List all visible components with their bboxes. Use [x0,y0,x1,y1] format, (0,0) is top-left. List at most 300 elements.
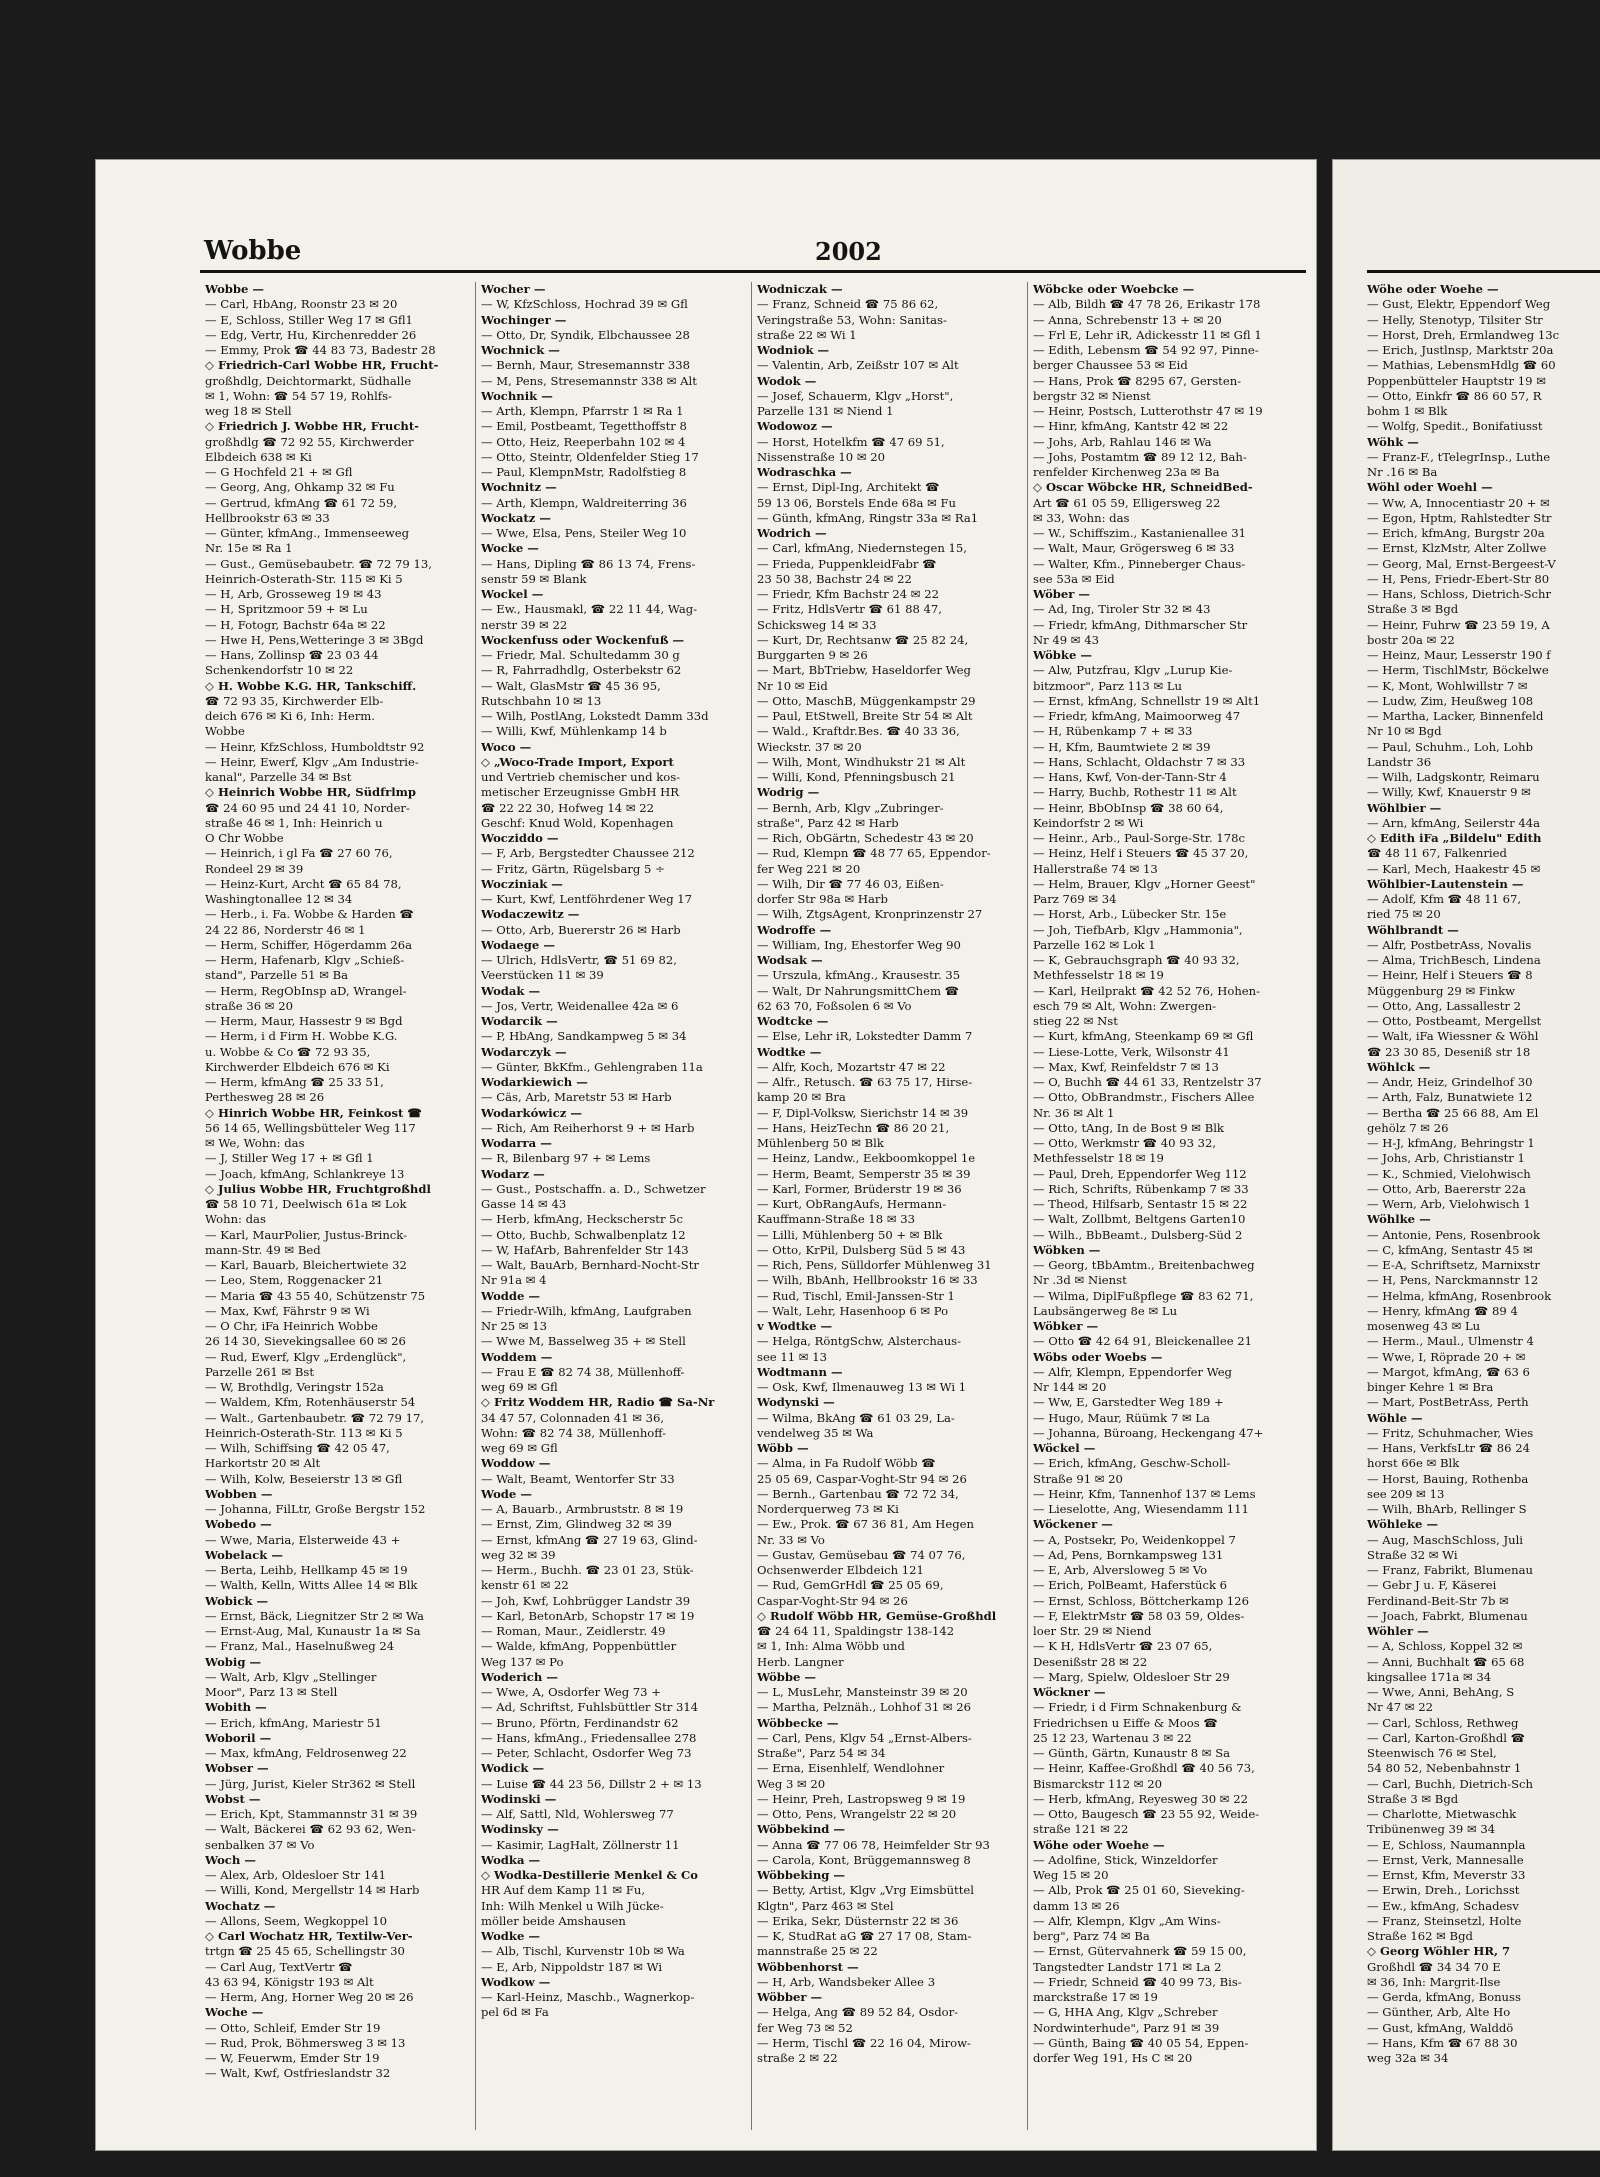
surname-heading: Wöhk — [1367,434,1419,449]
directory-entry: Kirchwerder Elbdeich 676 ✉ Ki [205,1059,390,1074]
directory-entry: ☎ 24 60 95 und 24 41 10, Norder- [205,800,410,815]
directory-entry: Nr. 15e ✉ Ra 1 [205,541,293,556]
directory-entry: Wohn: ☎ 82 74 38, Müllenhoff- [481,1425,667,1440]
directory-entry: Geschf: Knud Wold, Kopenhagen [481,815,674,830]
directory-entry: — Georg, Ang, Ohkamp 32 ✉ Fu [205,480,395,495]
directory-entry: Gasse 14 ✉ 43 [481,1197,567,1211]
directory-entry: Friedrichsen u Eiffe & Moos ☎ [1033,1715,1218,1730]
directory-entry: — K, Gebrauchsgraph ☎ 40 93 32, [1033,953,1240,967]
directory-entry: ◇ Heinrich Wobbe HR, Südfrlmp [205,785,417,800]
directory-entry: 23 50 38, Bachstr 24 ✉ 22 [757,571,912,586]
surname-heading: Woddow — [481,1456,551,1471]
directory-entry: Elbdeich 638 ✉ Ki [205,449,312,464]
directory-entry: — Karl-Heinz, Maschb., Wagnerkop- [481,1990,695,2004]
directory-entry: — Bernh., Gartenbau ☎ 72 72 34, [757,1486,959,1501]
directory-entry: — Jos, Vertr, Weidenallee 42a ✉ 6 [481,998,679,1013]
directory-entry: — Antonie, Pens, Rosenbrook [1367,1227,1541,1242]
directory-entry: — Johanna, Büroang, Heckengang 47+ [1033,1425,1264,1440]
directory-entry: — Paul, Schuhm., Loh, Lohb [1367,739,1533,754]
directory-entry: — K., Schmied, Vielohwisch [1367,1166,1531,1181]
directory-entry: — Ww, E, Garstedter Weg 189 + [1033,1395,1224,1410]
directory-entry: — Erich, Justlnsp, Marktstr 20a [1367,343,1554,357]
directory-entry: Weg 3 ✉ 20 [757,1776,826,1791]
directory-entry: bitzmoor", Parz 113 ✉ Lu [1033,678,1183,693]
directory-entry: — Arth, Falz, Bunatwiete 12 [1367,1090,1533,1105]
directory-entry: — Rich, Pens, Sülldorfer Mühlenweg 31 [757,1258,992,1272]
directory-entry: Keindorfstr 2 ✉ Wi [1033,815,1144,830]
directory-entry: — A, Schloss, Koppel 32 ✉ [1367,1639,1523,1654]
directory-entry: — Ernst, kfmAng ☎ 27 19 63, Glind- [481,1532,698,1547]
directory-entry: — Herm, kfmAng ☎ 25 33 51, [205,1075,384,1089]
directory-entry: — Erich, Kpt, Stammannstr 31 ✉ 39 [205,1807,418,1821]
directory-entry: fer Weg 221 ✉ 20 [757,861,861,876]
directory-entry: Heinrich-Osterath-Str. 113 ✉ Ki 5 [205,1425,403,1440]
directory-entry: Steenwisch 76 ✉ Stel, [1367,1746,1497,1760]
directory-entry: — Friedr-Wilh, kfmAng, Laufgraben [481,1303,692,1318]
column-2 [476,282,752,2130]
directory-entry: — Egon, Hptm, Rahlstedter Str [1367,510,1552,525]
directory-entry: kingsallee 171a ✉ 34 [1367,1669,1492,1684]
directory-entry: 25 05 69, Caspar-Voght-Str 94 ✉ 26 [757,1471,967,1486]
directory-entry: Washingtonallee 12 ✉ 34 [205,892,353,906]
directory-entry: — Henry, kfmAng ☎ 89 4 [1367,1303,1518,1318]
directory-entry: — Berta, Leihb, Hellkamp 45 ✉ 19 [205,1563,408,1577]
directory-entry: kamp 20 ✉ Bra [757,1090,846,1105]
directory-entry: Schicksweg 14 ✉ 33 [757,617,877,632]
directory-entry: — Gust, kfmAng, Walddö [1367,2020,1514,2035]
directory-entry: ◇ H. Wobbe K.G. HR, Tankschiff. [205,678,417,693]
directory-entry: — Helga, RöntgSchw, Alsterchaus- [757,1334,962,1349]
directory-entry: vendelweg 35 ✉ Wa [757,1425,874,1440]
directory-entry: — Otto, Einkfr ☎ 86 60 57, R [1367,388,1542,403]
directory-entry: Parzelle 131 ✉ Niend 1 [757,404,894,418]
surname-heading: Woboril — [205,1730,272,1745]
directory-entry: — A, Postsekr, Po, Weidenkoppel 7 [1033,1532,1236,1547]
directory-entry: — Alfr., Retusch. ☎ 63 75 17, Hirse- [757,1075,973,1089]
directory-entry: — Herm., Maul., Ulmenstr 4 [1367,1334,1534,1349]
surname-heading: Wodok — [757,373,817,388]
directory-entry: — Heinr., Arb., Paul-Sorge-Str. 178c [1033,831,1245,845]
surname-heading: Wöhe oder Woehe — [1033,1837,1165,1852]
facing-column [1367,282,1600,2066]
surname-heading: Wochatz — [205,1898,276,1913]
directory-entry: — Gust, Elektr, Eppendorf Weg [1367,297,1551,312]
directory-entry: — Kasimir, LagHalt, Zöllnerstr 11 [481,1837,680,1852]
directory-entry: 25 12 23, Wartenau 3 ✉ 22 [1033,1730,1192,1745]
directory-entry: Nordwinterhude", Parz 91 ✉ 39 [1033,2020,1220,2035]
directory-entry: — Rud, GemGrHdl ☎ 25 05 69, [757,1578,944,1593]
directory-entry: senbalken 37 ✉ Vo [205,1837,315,1852]
surname-heading: Wobben — [205,1486,273,1501]
directory-entry: — Willi, Kond, Pfenningsbusch 21 [757,770,956,784]
directory-entry: — Bernh, Arb, Klgv „Zubringer- [757,800,944,815]
directory-entry: straße 46 ✉ 1, Inh: Heinrich u [205,815,383,830]
directory-entry: — H, Fotogr, Bachstr 64a ✉ 22 [205,617,386,632]
directory-entry: — Walt, BauArb, Bernhard-Nocht-Str [481,1258,699,1272]
surname-heading: Wobedo — [205,1517,272,1532]
directory-entry: — Otto, Heiz, Reeperbahn 102 ✉ 4 [481,434,686,449]
directory-entry: — Joh, TiefbArb, Klgv „Hammonia", [1033,922,1243,937]
directory-entry: Inh: Wilh Menkel u Wilh Jücke- [481,1898,664,1913]
directory-entry: loer Str. 29 ✉ Niend [1033,1624,1152,1638]
directory-entry: — Heinr, Postsch, Lutterothstr 47 ✉ 19 [1033,404,1263,418]
directory-entry: — Gust., Postschaffn. a. D., Schwetzer [481,1181,706,1196]
directory-entry: — Ew., Prok. ☎ 67 36 81, Am Hegen [757,1517,974,1532]
directory-columns [200,282,1306,2130]
directory-entry: Wohn: das [205,1212,266,1227]
directory-entry: — Hans, Dipling ☎ 86 13 74, Frens- [481,556,696,571]
directory-entry: — Hans, HeizTechn ☎ 86 20 21, [757,1120,950,1135]
directory-entry: — Ew., Hausmakl, ☎ 22 11 44, Wag- [481,602,698,617]
surname-heading: Wöhleke — [1367,1517,1439,1532]
directory-entry: straße 2 ✉ 22 [757,2051,838,2065]
directory-entry: stand", Parzelle 51 ✉ Ba [205,968,349,983]
surname-heading: Wodaege — [481,937,555,952]
surname-heading: Wocher — [481,282,546,296]
directory-entry: marckstraße 17 ✉ 19 [1033,1990,1158,2004]
directory-entry: — Otto, Dr, Syndik, Elbchaussee 28 [481,327,690,342]
surname-heading: Wodde — [481,1288,541,1303]
surname-heading: Wodak — [481,983,541,998]
directory-entry: — Else, Lehr iR, Lokstedter Damm 7 [757,1029,973,1044]
directory-entry: — Alfr, Koch, Mozartstr 47 ✉ 22 [757,1059,946,1074]
directory-entry: — E, Arb, Nippoldstr 187 ✉ Wi [481,1959,663,1974]
directory-entry: Perthesweg 28 ✉ 26 [205,1090,325,1105]
directory-entry: — Hans, Prok ☎ 8295 67, Gersten- [1033,373,1242,388]
directory-entry: — Joach, Fabrkt, Blumenau [1367,1608,1528,1623]
directory-entry: — Frl E, Lehr iR, Adickesstr 11 ✉ Gfl 1 [1033,327,1262,342]
surname-heading: Wockel — [481,587,544,601]
surname-heading: Wodniczak — [757,282,843,296]
directory-entry: — Ernst, Verk, Mannesalle [1367,1852,1524,1867]
directory-entry: — Wilma, DiplFußpflege ☎ 83 62 71, [1033,1288,1254,1303]
directory-entry: — Waldem, Kfm, Rotenhäuserstr 54 [205,1395,416,1410]
directory-entry: — Gertrud, kfmAng ☎ 61 72 59, [205,495,398,510]
surname-heading: Wode — [481,1486,532,1501]
directory-entry: Rondeel 29 ✉ 39 [205,861,304,876]
directory-entry: Nr 10 ✉ Bgd [1367,724,1442,739]
directory-entry: — Ad, Pens, Bornkampsweg 131 [1033,1547,1224,1562]
directory-entry: Rutschbahn 10 ✉ 13 [481,693,602,708]
directory-entry: berger Chaussee 53 ✉ Eid [1033,358,1188,373]
directory-entry: Methfesselstr 18 ✉ 19 [1033,968,1164,983]
directory-entry: — Max, Kwf, Reinfeldstr 7 ✉ 13 [1033,1059,1219,1074]
surname-heading: Wöbker — [1033,1319,1099,1333]
directory-entry: — Herm, i d Firm H. Wobbe K.G. [205,1029,398,1044]
directory-entry: — E, Schloss, Naumannpla [1367,1837,1526,1852]
directory-entry: — Heinr, Kfm, Tannenhof 137 ✉ Lems [1033,1486,1256,1501]
directory-entry: — Carl, Buchh, Dietrich-Sch [1367,1776,1534,1791]
surname-heading: Wöbb — [757,1441,809,1455]
directory-entry: ◇ Friedrich-Carl Wobbe HR, Frucht- [205,358,439,373]
directory-entry: ◇ Wodka-Destillerie Menkel & Co [481,1868,699,1882]
directory-entry: — Alf, Sattl, Nld, Wohlersweg 77 [481,1807,674,1821]
directory-entry: — Otto, Steintr, Oldenfelder Stieg 17 [481,449,699,464]
directory-entry: ☎ 24 64 11, Spaldingstr 138-142 [757,1624,955,1638]
directory-entry: 54 80 52, Nebenbahnstr 1 [1367,1761,1522,1776]
directory-entry: — Rich, Am Reiherhorst 9 + ✉ Harb [481,1120,695,1135]
directory-entry: — Fritz, HdlsVertr ☎ 61 88 47, [757,602,942,617]
directory-entry: — Andr, Heiz, Grindelhof 30 [1367,1075,1533,1089]
directory-entry: — Herm, Tischl ☎ 22 16 04, Mirow- [757,2035,971,2050]
surname-heading: Woch — [205,1852,256,1867]
surname-heading: Wöbbekind — [757,1822,845,1837]
directory-entry: — Maria ☎ 43 55 40, Schützenstr 75 [205,1288,426,1303]
directory-entry: — Hans, Kwf, Von-der-Tann-Str 4 [1033,770,1227,784]
directory-entry: Veringstraße 53, Wohn: Sanitas- [757,312,947,327]
directory-entry: — Günter, BkKfm., Gehlengraben 11a [481,1059,703,1074]
directory-entry: 24 22 86, Norderstr 46 ✉ 1 [205,922,366,937]
surname-heading: Woderich — [481,1669,558,1684]
directory-entry: — Margot, kfmAng, ☎ 63 6 [1367,1364,1530,1379]
surname-heading: Wodniok — [757,343,830,357]
directory-entry: — Johs, Arb, Rahlau 146 ✉ Wa [1033,434,1212,449]
directory-entry: gehölz 7 ✉ 26 [1367,1120,1449,1135]
directory-entry: — H, Pens, Narckmannstr 12 [1367,1273,1539,1288]
directory-entry: — M, Pens, Stresemannstr 338 ✉ Alt [481,373,697,388]
directory-entry: — Wwe, Maria, Elsterweide 43 + [205,1532,401,1547]
directory-entry: mann-Str. 49 ✉ Bed [205,1242,321,1257]
directory-entry: fer Weg 73 ✉ 52 [757,2020,853,2035]
directory-entry: — E, Arb, Alversloweg 5 ✉ Vo [1033,1563,1208,1577]
directory-entry: — Franz, Mal., Haselnußweg 24 [205,1639,395,1654]
surname-heading: Wodowoz — [757,419,833,434]
directory-entry: Straße 162 ✉ Bgd [1367,1929,1473,1943]
directory-entry: — Ernst, kfmAng, Schnellstr 19 ✉ Alt1 [1033,693,1261,708]
directory-entry: — Walt., Gartenbaubetr. ☎ 72 79 17, [205,1410,425,1425]
directory-entry: — Wilh, Schiffsing ☎ 42 05 47, [205,1441,390,1455]
directory-entry: — Alb, Bildh ☎ 47 78 26, Erikastr 178 [1033,297,1261,312]
directory-entry: — Arn, kfmAng, Seilerstr 44a [1367,815,1541,830]
directory-entry: — Marg, Spielw, Oldesloer Str 29 [1033,1669,1230,1684]
directory-entry: straße 121 ✉ 22 [1033,1822,1129,1837]
directory-entry: — Otto, Schleif, Emder Str 19 [205,2020,381,2035]
directory-entry: — Arth, Klempn, Pfarrstr 1 ✉ Ra 1 [481,404,684,418]
directory-entry: Nr 10 ✉ Eid [757,678,828,693]
directory-entry: — Carl, Pens, Klgv 54 „Ernst-Albers- [757,1730,972,1745]
directory-entry: — Ew., kfmAng, Schadesv [1367,1898,1519,1913]
directory-entry: — Herm, Maur, Hassestr 9 ✉ Bgd [205,1014,403,1028]
directory-entry: — Alfr, PostbetrAss, Novalis [1367,937,1532,952]
directory-entry: damm 13 ✉ 26 [1033,1898,1120,1913]
directory-entry: — Alb, Tischl, Kurvenstr 10b ✉ Wa [481,1944,685,1959]
directory-entry: — Wilma, BkAng ☎ 61 03 29, La- [757,1410,955,1425]
directory-entry: — Paul, KlempnMstr, Radolfstieg 8 [481,465,687,479]
directory-entry: — Theod, Hilfsarb, Sentastr 15 ✉ 22 [1033,1197,1248,1211]
surname-heading: Wöbken — [1033,1242,1101,1257]
directory-entry: — Walt, Lehr, Hasenhoop 6 ✉ Po [757,1303,949,1318]
directory-entry: Nr 91a ✉ 4 [481,1273,547,1288]
directory-entry: — Ad, Ing, Tiroler Str 32 ✉ 43 [1033,602,1211,617]
directory-entry: — Anna, Schrebenstr 13 + ✉ 20 [1033,312,1222,327]
directory-entry: — Günth, Gärtn, Kunaustr 8 ✉ Sa [1033,1746,1231,1760]
directory-entry: — Edith, Lebensm ☎ 54 92 97, Pinne- [1033,343,1259,357]
surname-heading: Wockenfuss oder Wockenfuß — [481,632,685,647]
directory-entry: Weg 137 ✉ Po [481,1654,564,1669]
directory-entry: — Hans, Schlacht, Oldachstr 7 ✉ 33 [1033,754,1246,769]
directory-entry: — E, Schloss, Stiller Weg 17 ✉ Gfl1 [205,312,413,327]
directory-entry: — Emmy, Prok ☎ 44 83 73, Badestr 28 [205,343,436,357]
directory-entry: — Hugo, Maur, Rüümk 7 ✉ La [1033,1410,1210,1425]
directory-entry: — Lieselotte, Ang, Wiesendamm 111 [1033,1502,1249,1516]
directory-entry: — H-J, kfmAng, Behringstr 1 [1367,1136,1535,1150]
directory-entry: mannstraße 25 ✉ 22 [757,1944,878,1959]
surname-heading: Wöhlke — [1367,1212,1431,1227]
directory-entry: — Erich, kfmAng, Mariestr 51 [205,1715,382,1730]
directory-entry: — Wwe, A, Osdorfer Weg 73 + [481,1685,661,1699]
surname-heading: Wöhlck — [1367,1059,1431,1074]
surname-heading: Wodinski — [481,1791,557,1806]
directory-entry: — Helga, Ang ☎ 89 52 84, Osdor- [757,2005,959,2020]
directory-entry: weg 32 ✉ 39 [481,1547,556,1562]
surname-heading: Wodick — [481,1761,545,1776]
directory-entry: — Herm, TischlMstr, Böckelwe [1367,663,1549,678]
directory-entry: — Heinz-Kurt, Archt ☎ 65 84 78, [205,876,402,891]
directory-entry: — Luise ☎ 44 23 56, Dillstr 2 + ✉ 13 [481,1776,702,1791]
directory-entry: — Mart, PostBetrAss, Perth [1367,1395,1529,1410]
directory-entry: — Heinr, Ewerf, Klgv „Am Industrie- [205,754,419,769]
surname-heading: Wobig — [205,1654,262,1669]
directory-entry: — Rich, ObGärtn, Schedestr 43 ✉ 20 [757,831,974,845]
surname-heading: Wocziniak — [481,876,563,891]
surname-heading: Wobelack — [205,1547,283,1562]
directory-entry: — Gustav, Gemüsebau ☎ 74 07 76, [757,1547,966,1562]
directory-entry: — Heinz, Landw., Eekboomkoppel 1e [757,1151,976,1166]
directory-entry: weg 18 ✉ Stell [205,404,292,418]
directory-entry: — Otto, Baugesch ☎ 23 55 92, Weide- [1033,1807,1260,1821]
directory-entry: ✉ 1, Wohn: ☎ 54 57 19, Rohlfs- [205,388,392,403]
directory-entry: Hellbrookstr 63 ✉ 33 [205,510,330,525]
directory-entry: — Erwin, Dreh., Lorichsst [1367,1883,1520,1898]
directory-entry: — K H, HdlsVertr ☎ 23 07 65, [1033,1639,1213,1654]
directory-entry: kenstr 61 ✉ 22 [481,1578,569,1593]
directory-entry: — Friedr, kfmAng, Maimoorweg 47 [1033,709,1241,723]
directory-entry: — Alma, in Fa Rudolf Wöbb ☎ [757,1456,936,1471]
directory-entry: — R, Fahrradhdlg, Osterbekstr 62 [481,663,682,678]
directory-entry: — Harry, Buchb, Rothestr 11 ✉ Alt [1033,785,1237,800]
directory-entry: ✉ 1, Inh: Alma Wöbb und [757,1639,905,1654]
directory-entry: ◇ Carl Wochatz HR, Textilw-Ver- [205,1929,413,1943]
directory-entry: Weg 15 ✉ 20 [1033,1868,1109,1882]
directory-entry: ✉ 36, Inh: Margrit-Ilse [1367,1974,1501,1989]
directory-entry: Poppenbütteler Hauptstr 19 ✉ [1367,373,1546,388]
directory-entry: — Josef, Schauerm, Klgv „Horst", [757,388,954,403]
directory-entry: O Chr Wobbe [205,831,284,845]
directory-entry: — P, HbAng, Sandkampweg 5 ✉ 34 [481,1029,687,1044]
directory-entry: — Rud, Klempn ☎ 48 77 65, Eppendor- [757,846,991,861]
directory-entry: — Wwe, Anni, BehAng, S [1367,1685,1515,1699]
directory-entry: — Wern, Arb, Vielohwisch 1 [1367,1197,1531,1211]
directory-entry: Großhdl ☎ 34 34 70 E [1367,1959,1501,1974]
directory-entry: — Herm, Hafenarb, Klgv „Schieß- [205,953,405,967]
directory-entry: binger Kehre 1 ✉ Bra [1367,1380,1494,1394]
directory-entry: — Ad, Schriftst, Fuhlsbüttler Str 314 [481,1700,699,1715]
directory-entry: — E-A, Schriftsetz, Marnixstr [1367,1258,1540,1272]
directory-entry: — Rud, Ewerf, Klgv „Erdenglück", [205,1349,407,1364]
directory-entry: — Herm., Buchh. ☎ 23 01 23, Stük- [481,1563,694,1577]
directory-entry: — A, Bauarb., Armbruststr. 8 ✉ 19 [481,1502,684,1516]
directory-entry: Ochsenwerder Elbdeich 121 [757,1563,924,1577]
directory-entry: — Erna, Eisenhlelf, Wendlohner [757,1761,945,1776]
directory-entry: großhdlg ☎ 72 92 55, Kirchwerder [205,434,414,449]
facing-page-column [1367,282,1600,2130]
directory-entry: — Walde, kfmAng, Poppenbüttler [481,1639,677,1654]
directory-entry: — Heinr, Preh, Lastropsweg 9 ✉ 19 [757,1791,966,1806]
directory-entry: Nr. 33 ✉ Vo [757,1532,825,1547]
directory-entry: — Heinr, BbObInsp ☎ 38 60 64, [1033,800,1224,815]
directory-entry: — Herm, RegObInsp aD, Wrangel- [205,983,407,998]
directory-entry: — F, Arb, Bergstedter Chaussee 212 [481,846,695,861]
surname-heading: Wöbbenhorst — [757,1959,859,1974]
directory-entry: — Carl, Schloss, Rethweg [1367,1715,1519,1730]
directory-entry: — Heinrich, i gl Fa ☎ 27 60 76, [205,846,393,861]
directory-entry: — Max, kfmAng, Feldrosenweg 22 [205,1746,407,1760]
directory-entry: — Günther, Arb, Alte Ho [1367,2005,1511,2020]
directory-entry: straße", Parz 42 ✉ Harb [757,815,899,830]
directory-entry: — Herm, Schiffer, Högerdamm 26a [205,937,413,952]
directory-entry: — Walter, Kfm., Pinneberger Chaus- [1033,556,1246,571]
directory-entry: — Frau E ☎ 82 74 38, Müllenhoff- [481,1364,685,1379]
directory-entry: ◇ Hinrich Wobbe HR, Feinkost ☎ [205,1105,422,1120]
column-4 [1028,282,1304,2130]
directory-entry: — Gust., Gemüsebaubetr. ☎ 72 79 13, [205,556,432,571]
directory-entry: Parzelle 261 ✉ Bst [205,1364,315,1379]
directory-entry: — Allons, Seem, Wegkoppel 10 [205,1913,387,1928]
directory-entry: — Martha, Pelznäh., Lohhof 31 ✉ 26 [757,1700,972,1715]
directory-entry: — Friedr, Kfm Bachstr 24 ✉ 22 [757,587,939,601]
directory-entry: — Erich, PolBeamt, Haferstück 6 [1033,1578,1228,1593]
directory-entry: Tangstedter Landstr 171 ✉ La 2 [1033,1959,1222,1974]
directory-entry: — Mathias, LebensmHdlg ☎ 60 [1367,358,1556,373]
surname-heading: Wodtke — [757,1044,822,1059]
directory-entry: — Erika, Sekr, Düsternstr 22 ✉ 36 [757,1913,959,1928]
directory-entry: — W., Schiffszim., Kastanienallee 31 [1033,526,1246,540]
directory-entry: — Wwe, Elsa, Pens, Steiler Weg 10 [481,526,687,540]
directory-entry: — Franz, Schneid ☎ 75 86 62, [757,297,939,312]
directory-entry: — Wilh, BbAnh, Hellbrookstr 16 ✉ 33 [757,1273,978,1288]
surname-heading: Wodsak — [757,953,823,967]
surname-heading: Wöbbe — [757,1669,817,1684]
directory-entry: — Urszula, kfmAng., Krausestr. 35 [757,968,961,983]
directory-entry: — Hans, Schloss, Dietrich-Schr [1367,587,1552,601]
directory-entry: — Frieda, PuppenkleidFabr ☎ [757,556,937,571]
surname-heading: Wöhlbrandt — [1367,922,1459,937]
directory-entry: — Wilh, PostlAng, Lokstedt Damm 33d [481,709,709,723]
directory-entry: — Carl, kfmAng, Niedernstegen 15, [757,541,967,556]
surname-heading: Wöber — [1033,587,1091,601]
directory-entry: — Wilh, Ladgskontr, Reimaru [1367,770,1540,784]
directory-entry: — Horst, Hotelkfm ☎ 47 69 51, [757,434,945,449]
surname-heading: Wöckener — [1033,1517,1113,1532]
directory-entry: Nr 49 ✉ 43 [1033,632,1099,647]
directory-entry: — Karl, Bauarb, Bleichertwiete 32 [205,1258,407,1272]
directory-entry: — G, HHA Ang, Klgv „Schreber [1033,2005,1218,2020]
directory-entry: — Martha, Lacker, Binnenfeld [1367,709,1544,723]
directory-entry: — Wilh, Kolw, Beseierstr 13 ✉ Gfl [205,1471,403,1486]
directory-entry: see 209 ✉ 13 [1367,1486,1445,1501]
directory-entry: — Mart, BbTriebw, Haseldorfer Weg [757,663,971,678]
directory-entry: — J, Stiller Weg 17 + ✉ Gfl 1 [205,1151,374,1166]
directory-entry: weg 69 ✉ Gfl [481,1380,558,1394]
surname-heading: Wodroffe — [757,922,832,937]
directory-entry: — Kurt, Kwf, Lentföhrdener Weg 17 [481,892,693,906]
surname-heading: Wodka — [481,1852,541,1867]
directory-entry: — Helm, Brauer, Klgv „Horner Geest" [1033,876,1256,891]
surname-heading: Woco — [481,739,532,754]
directory-entry: Laubsängerweg 8e ✉ Lu [1033,1303,1178,1318]
directory-entry: — Heinr, Fuhrw ☎ 23 59 19, A [1367,617,1550,632]
directory-entry: — Willi, Kond, Mergellstr 14 ✉ Harb [205,1883,420,1898]
